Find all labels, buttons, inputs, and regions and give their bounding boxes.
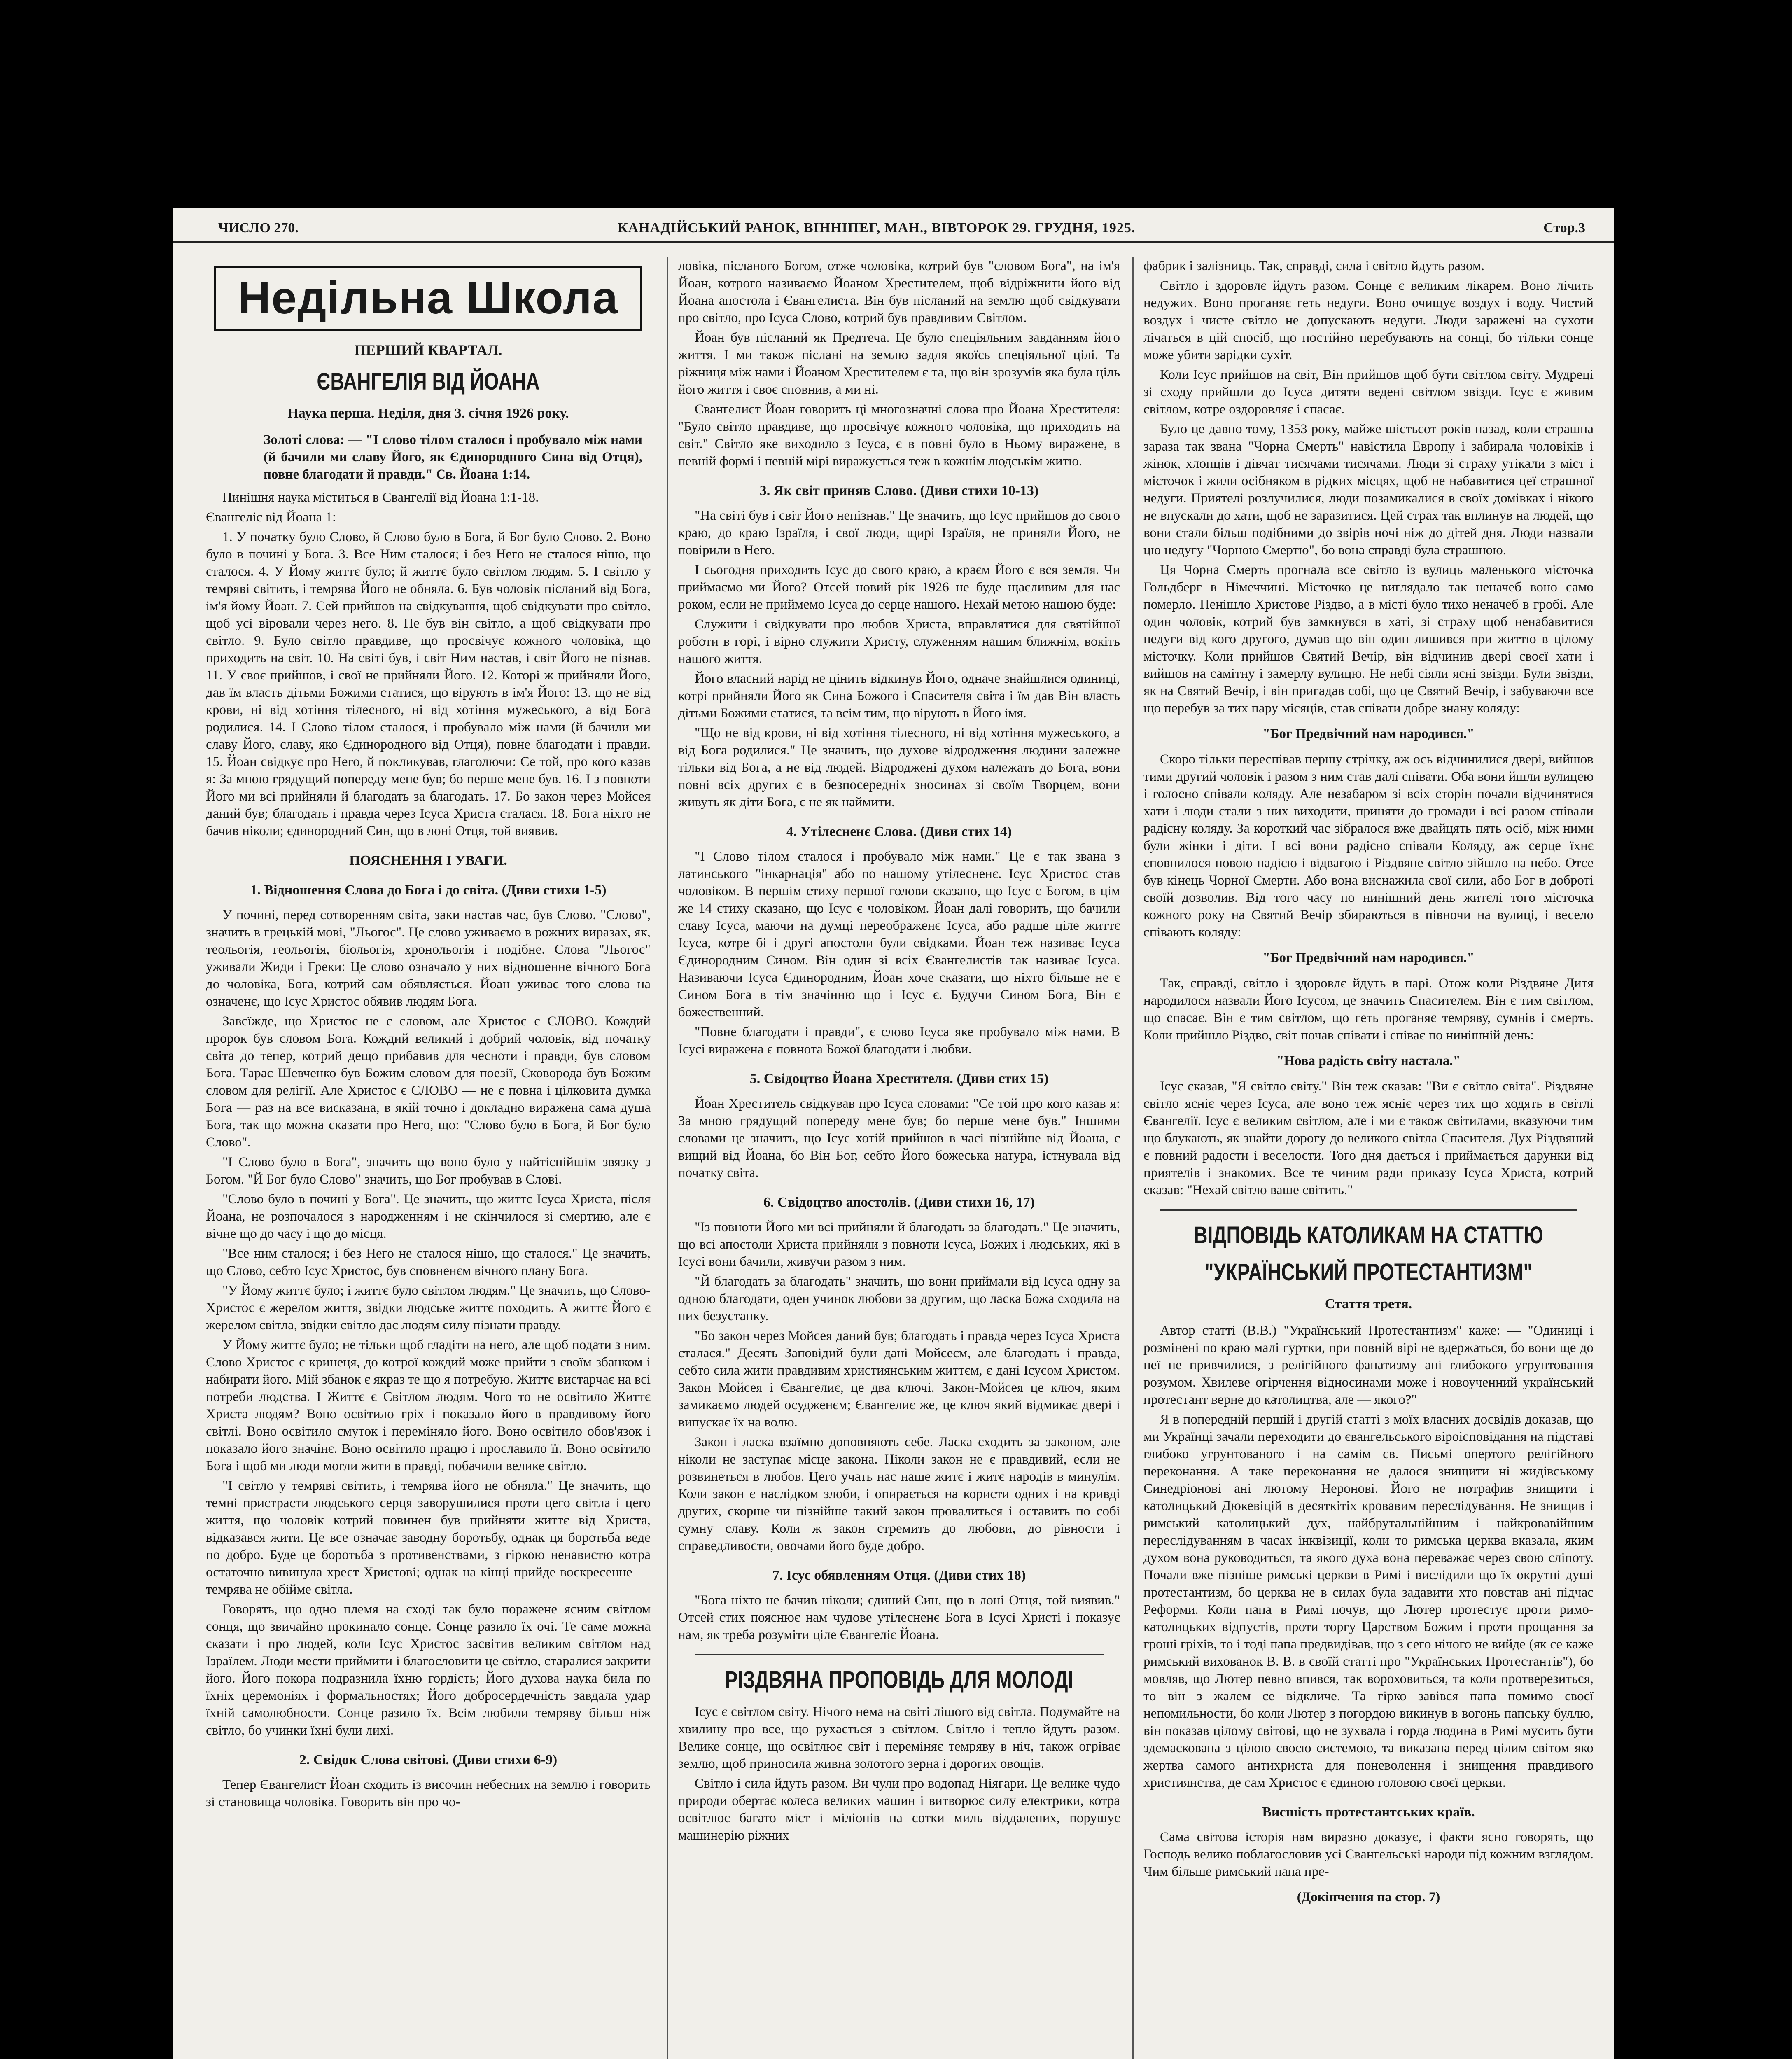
paragraph: "Із повноти Його ми всі прийняли й благодать за благодать." Це значить, що всі апостоли Христа прийняли з повноти Ісуса, Божих і людських, які в Ісусі вони бачили, живучи разом з ним. (678, 1220, 1120, 1269)
lesson-line: Наука перша. Неділя, дня 3. січня 1926 року. (287, 406, 569, 421)
gospel-heading: ЄВАНГЕЛІЯ ВІД ЙОАНА (317, 368, 540, 395)
reply-heading-1: ВІДПОВІДЬ КАТОЛИКАМ НА СТАТТЮ (1194, 1222, 1543, 1249)
paragraph: Ця Чорна Смерть прогнала все світло із вулиць маленького місточка Гольдберг в Німеччині. Місточко це виглядало так неначеб воно само померло. Пенішло Христове Різдво, а в місті було тихо неначеб в гробі. Але один чоловік, котрий був замкнувся в хаті, зі страху щоб ненабавитися недуги від кого другого, думав що він один лишився при життю в цілому місточку. Коли прийшов Святий Вечір, він відчинив двері своєї хати і вийшов на самітну і замерлу вулицю. Не небі сіяли ясні звізди. Були звізди, як на Святий Вечір, і він пригадав собі, що це Святий Вечір, і забуваючи все що перебув за тих пару місяців, став співати добре знану коляду: (1143, 563, 1594, 716)
carol-line: "Бог Предвічний нам народився." (1262, 950, 1475, 965)
paragraph: Автор статті (В.В.) "Український Протестантизм" каже: — "Одиниці і розмінені по краю малі гуртки, при повній вірі не вдержаться, бо вони ще до неї не привчилися, з релігійного фанатизму ані глибокого угрунтовання розумом. Хвилеве огірчення відносинами може і новоученний український протестант верне до католицтва, але — якого?" (1143, 1323, 1594, 1407)
newspaper-title-line: КАНАДІЙСЬКИЙ РАНОК, ВІННІПЕГ, МАН., ВІВТОРОК 29. ГРУДНЯ, 1925. (618, 220, 1136, 236)
column-3 (1132, 257, 1594, 2059)
paragraph: "Все ним сталося; і без Него не сталося нішо, що сталося." Це значить, що Слово, себто Ісус Христос, був сповненєм вічного плану Бога. (206, 1246, 651, 1278)
protestant-lands-heading: Висшість протестантських країв. (1262, 1805, 1475, 1820)
paragraph: Його власний нарід не цінить відкинув Його, одначе знайшлися одиниці, котрі прийняли Його як Сина Божого і Спасителя світа і їм дав Він власть дітьми Божими статися, та всім тим, що вірують в Його імя. (678, 671, 1120, 721)
paragraph: Євангелист Йоан говорить ці многозначні слова про Йоана Хрестителя: "Було світло правдиве, що просвічує кожного чоловіка, що приходить на світ." Світло яке виходило з Ісуса, є в повні було в Ньому виражене, в певній формі і певній мірі виражується теж в кожнім людськім житю. (678, 402, 1120, 469)
reading-intro: Євангеліє від Йоана 1: (206, 510, 336, 525)
paragraph: У Йому життє було; не тільки щоб гладіти на него, але щоб подати з ним. Слово Христос є кринеця, до котрої кождий може прийти з своїм збанком і набирати його. Мій збанок є якраз те що я потребую. Життє вистарчає на всі потреби людства. І Життє є Світлом людям. Чого то не освітило Життє Христа людям? Воно освітило гріх і показало його в правдивому його світлі. Воно освітило смуток і переміняло його. Воно освітило обов'язок і показало його значінє. Воно освітило працю і прославило її. Воно освітило Бога і щоб ми люди могли жити в правді, побачили велике світло. (206, 1338, 651, 1473)
scripture-reading: 1. У початку було Слово, й Слово було в Бога, й Бог було Слово. 2. Воно було в почині у Бога. 3. Все Ним сталося; і без Него не сталося нішо, що сталося. 4. У Йому життє було; й життє було світлом людям. 5. І світло у темряві світить, і темрява Його не обняла. 6. Був чоловік післаний від Бога, ім'я йому Йоан. 7. Сей прийшов на свідкування, щоб свідкувати про світло, щоб усі віровали через него. 8. Не був він світло, а щоб свідкувати про світло. 9. Було світло правдиве, що просвічує кожного чоловіка, що приходить на світ. 10. На світі був, і світ Ним настав, і світ Його не пізнав. 11. У своє прийшов, і свої не прийняли Його. 12. Которі ж прийняли Його, дав їм власть дітьми Божими статися, що вірують в ім'я Його: 13. що не від крови, ні від хотіння тілесного, ні від хотіння мужеського, а від Бога родилися. 14. І Слово тілом сталося, і пробувало між нами (й бачили ми славу Його, славу, яко Єдинородного від Отця), повне благодати і правди. 15. Йоан свідкує про Него, й покликував, глаголючи: Се той, про кого казав я: За мною грядущий попереду мене був; бо перше мене був. 16. І з повноти Його ми всі прийняли й благодать за благодать. 17. Бо закон через Мойсея даний був; благодать і правда через Ісуса Христа сталася. 18. Бога ніхто не бачив ніколи; єдинородний Син, що в лоні Отця, той виявив. (206, 530, 651, 838)
section-1-heading: 1. Відношення Слова до Бога і до світа. (Диви стихи 1-5) (250, 882, 607, 898)
paragraph: Я в попередній першій і другій статті з моїх власних досвідів доказав, що ми Українці зачали переходити до євангельського віроісповідання на підставі глибоко угрунтованого і на самім св. Письмі опертого релігійного переконання. А таке переконання не далося знищити ні жидівському Синедріонові ані лютому Неронові. Його не потрафив знищити і католицький Дюкевіцій в десяткітіх кровавим переслідування. Не знищив і римський католицький дух, найбрутальнійшим і найкровавійшим переслідуванням в часах інквізиції, коли то римська церква вказала, яким духом вона руководиться, та якого духа вона переважає через свою сліпоту. Почали вже пізніше римські церкви в Римі і вислідили що їх окрутні душі протестантизм, бо церква не в силах була задавити хто повстав ані підчас Реформи. Коли папа в Римі почув, що Лютер протестує проти римо-католицьких відпустів, проти торгу Царством Божим і проти прощання за гроші гріхів, то і тоді папа предвидівав, що з сего нічого не вийде (як се каже римський вихованок В. В. в своїй статті про "Українських Протестантів"), бо мовляв, що Лютер певно впився, так вороховиться, та коли протверезиться, то він з жалем се відкличе. Та гірко завівся папа помимо своєї непомильности, бо коли Лютер з погордою викинув в вогонь папську буллю, він показав цілому світові, що не зухвала і горда людина в Римі мусить бути здемаскована з цілою своєю системою, та виказана перед цілим світом яко жертва самого антихриста для поневолення і знищення правдивого християнства, де сам Христос є єдиною головою своєї церкви. (1143, 1412, 1594, 1790)
section-6-heading: 6. Свідоцтво апостолів. (Диви стихи 16, 17) (763, 1195, 1035, 1210)
paragraph: Світло і сила йдуть разом. Ви чули про водопад Ніягари. Це велике чудо природи обертає колеса великих машин і витворює силу електрики, котра освітлює багато міст і міліонів на сотки миль віддалених, порушує машинерію ріжних (678, 1776, 1120, 1843)
lesson-source: Нинішня наука міститься в Євангелії від Йоана 1:1-18. (222, 490, 539, 505)
reply-heading-2: "УКРАЇНСЬКИЙ ПРОТЕСТАНТИЗМ" (1204, 1259, 1533, 1286)
reply-subheading: Стаття третя. (1325, 1296, 1412, 1312)
paragraph: "Повне благодати і правди", є слово Ісуса яке пробувало між нами. В Ісусі виражена є повнота Божої благодати і любви. (678, 1025, 1120, 1057)
sunday-school-title: Недільна Школа (214, 266, 642, 331)
paragraph: "У Йому життє було; і життє було світлом людям." Це значить, що Слово-Христос є жерелом життя, звідки людське життє походить. А життє Його є жерелом світла, звідки світло дає людям силу пізнати правду. (206, 1283, 651, 1333)
page-number: Стор.3 (1543, 220, 1585, 236)
section-3-heading: 3. Як світ приняв Слово. (Диви стихи 10-13) (759, 483, 1039, 498)
paragraph: Йоан був післаний як Предтеча. Це було спеціяльним завданням його життя. І ми також післані на землю задля якоїсь спеціяльної цілі. Та ріжниця між нами і Йоаном Хрестителем є та, що він зрозумів яка була ціль його життя і своє сповнив, а ми ні. (678, 330, 1120, 397)
paragraph: Завсїжде, що Христос не є словом, але Христос є СЛОВО. Кождий пророк був словом Бога. Кождий великий і добрий чоловік, від початку світа до тепер, котрий дещо прибавив для чесноти і правди, був словом Бога. Тарас Шевченко був Божим словом для поезії, Сковорода був Божим словом для релігії. Але Христос є СЛОВО — не є повна і цілковита думка Бога — раз на все висказана, в якій точно і докладно виражена сама душа Бога, так що можна сказати про Него, що: "Слово було в Бога, й Бог було Слово". (206, 1014, 651, 1150)
paragraph: І сьогодня приходить Ісус до свого краю, а краєм Його є вся земля. Чи приймаємо ми Його? Отсей новий рік 1926 не буде щасливим для нас роком, если не приймемо Ісуса до серце нашого. Нехай метою нашою буде: (678, 563, 1120, 612)
paragraph: Ісус сказав, "Я світло світу." Він теж сказав: "Ви є світло світа". Різдвяне світло ясніє через Ісуса, але воно теж ясніє через тих що ходять в світлі Євангелії. Ісус є великим світлом, але і ми є також світилами, вказуючи тим що блукають, як знайти дорогу до великого світла Спасителя. Дух Різдвяний є повний радости і веселости. Того дня дається і приймається дарунки від приятелів і знакомих. Все те чиним ради приказу Ісуса Христа, котрий сказав: "Нехай світло ваше світить." (1143, 1079, 1594, 1198)
divider (695, 1654, 1104, 1655)
paragraph: Сама світова історія нам виразно доказує, і факти ясно говорять, що Господь велико поблагословив усі Євангельські народи під кожним взглядом. Чим більше римський папа пре- (1143, 1830, 1594, 1879)
paragraph: Тепер Євангелист Йоан сходить із височин небесних на землю і говорить зі становища чоловіка. Говорить він про чо- (206, 1777, 651, 1809)
paragraph: Йоан Хреститель свідкував про Ісуса словами: "Се той про кого казав я: За мною грядущий попереду мене був; бо перше мене був." Іншими словами це значить, що Ісус хотій прийшов в часі пізнійше від Йоана, є вищий від Йоана, бо Він Бог, себто Його божеська натура, істнувала від початку світа. (678, 1096, 1120, 1180)
golden-words: Золоті слова: — "І слово тілом сталося і пробувало між нами (й бачили ми славу Його, як Єдинородного Сина від Отця), повне благодати й правди." Єв. Йоана 1:14. (264, 432, 642, 482)
quarter-heading: ПЕРШИЙ КВАРТАЛ. (354, 342, 502, 358)
paragraph: Говорять, що одно племя на сході так було поражене ясним світлом сонця, що звичайно прокинало сонце. Сонце разило їх очі. Те саме можна сказати і про людей, коли Ісус Христос засвітив великим світлом над Ізраїлем. Люди мести приймити і благословити це світло, старалися закрити його. Його покора подразнила їхню гордість; Його духова наука била по їхніх церемоніях і формальностях; Його добросердечність завдала удар їхній самолюбности. Сонце разило їх. Всім любили темряву більш ніж світло, бо учинки їхні були лихі. (206, 1602, 651, 1738)
paragraph: "Слово було в почині у Бога". Це значить, що життє Ісуса Христа, після Йоана, не розпочалося з народженням і не скінчилося зі смертию, але є вічне що до часу і що до місця. (206, 1192, 651, 1241)
paragraph: Коли Ісус прийшов на світ, Він прийшов щоб бути світлом світу. Мудреці зі сходу прийшли до Ісуса дитяти ведені світлом звізди. Ісус є живим світлом, котре оздоровляє і спасає. (1143, 367, 1594, 417)
issue-number: ЧИСЛО 270. (218, 220, 299, 236)
paragraph: Так, справді, світло і здоровлє йдуть в парі. Отож коли Різдвяне Дитя народилося назвали Його Ісусом, це значить Спасителем. Він є тим світлом, що спасає. Він є тим світлом, що геть проганяє темряву, сумнів і смерть. Коли прийшло Різдво, світ почав співати і співає по нинішній день: (1143, 976, 1594, 1043)
paragraph: "І Слово було в Бога", значить що воно було у найтіснійшім звязку з Богом. "Й Бог було Слово" значить, що Бог пробував в Слові. (206, 1155, 651, 1187)
paragraph: Було це давно тому, 1353 року, майже шістьсот років назад, коли страшна зараза так звана "Чорна Смерть" навістила Европу і забирала чоловіків і жінок, хлопців і дівчат тисячами тисячами. Люди зі страху утікали з міст і місточок і жили осібняком в рідких місцях, щоб не набавитися цеї страшної недуги. Приятелі розлучилися, люди позамикалися в своїх домівках і нікого не впускали до хати, щоб не заразитися. Цей страх так вплинув на людей, що вони стали більш подібними до звірів ночі ніж до дітей дня. Люди назвали цю недугу "Чорною Смертю", бо вона справді була страшною. (1143, 422, 1594, 558)
paragraph: "На світі був і світ Його непізнав." Це значить, що Ісус прийшов до свого краю, до краю Ізраїля, і свої люди, щирі Ізраїля, не приняли Його, не повірили в Него. (678, 508, 1120, 558)
section-4-heading: 4. Утілесненє Слова. (Диви стих 14) (786, 824, 1012, 839)
section-5-heading: 5. Свідоцтво Йоана Хрестителя. (Диви стих 15) (749, 1071, 1049, 1086)
paragraph: "Й благодать за благодать" значить, що вони приймали від Ісуса одну за одною благодати, оден учинок любови за другим, що ласка Божа сходила на них безустанку. (678, 1274, 1120, 1324)
paragraph: Скоро тільки переспівав першу стрічку, аж ось відчинилися двері, вийшов тими другий чоловік і разом з ним став далі співати. Оба вони йшли вулицею і голосно співали коляду. Але незабаром зі всіх сторін почали відчинятися хати і люди стали з них виходити, приняти до громади і всі разом співали радісну коляду. За короткий час зібралося вже двайцять пять осіб, між ними були жінки і діти. І всі вони радісно співали Коляду, аж серце їхнє сповнилося новою надією і відвагою і Різдвяне світло зійшло на небо. Отсе був кінець Чорної Смерти. Або вона виснажила свої сили, або Бог в доброті своїй дозволив. Від того часу по нинішний день житєлі того місточка кожного року на Святий Вечір збираються в півночи на вулиці, і весело співають коляду: (1143, 752, 1594, 940)
paragraph: "І Слово тілом сталося і пробувало між нами." Це є так звана з латинського "інкарнація" або по нашому утілесненє. Ісус Христос став чоловіком. В першім стиху першої голови сказано, що Ісус є Богом, в цім же 14 стиху сказано, що Ісус є чоловіком. Йоан далі говорить, що бачили славу Ісуса, маючи на думці переображенє Ісуса, або радше ціле життє Ісуса, котре бі і другі апостоли були свідками. Йоан теж називає Ісуса Єдинородним Сином. Він один зі всіх Євангелистів так називає Ісуса. Називаючи Ісуса Єдинородним, Йоан хоче сказати, що ніхто більше не є Сином Бога в тім значінню що і Ісус є. Будучи Сином Бога, Він є божественний. (678, 849, 1120, 1020)
paragraph: Закон і ласка взаїмно доповняють себе. Ласка сходить за законом, але ніколи не заступає місце закона. Ніколи закон не є правдивий, если не розвинеться в любов. Цего учать нас наше житє і житє народів в минулім. Коли закон є наслідком злоби, і опирається на користи одних і на кривді других, скорше чи пізнійше такий закон провалиться і оставить по собі сумну славу. Коли ж закон стремить до любови, до рівности і справедливости, овочами його буде добро. (678, 1435, 1120, 1553)
column-1 (206, 257, 651, 2059)
section-2-heading: 2. Свідок Слова світові. (Диви стихи 6-9) (299, 1752, 558, 1767)
paragraph: "Що не від крови, ні від хотіння тілесного, ні від хотіння мужеського, а від Бога родилися." Це значить, що духове відродження людини залежне тільки від Бога, а не від людей. Відроджені духом належать до Бога, вони повні всіх других є в безпосередніх зносинах зі своїм Творцем, вони живуть як діти Бога, є не як наймити. (678, 726, 1120, 810)
section-7-heading: 7. Ісус обявленням Отця. (Диви стих 18) (772, 1568, 1026, 1583)
paragraph: "Бо закон через Мойсея даний був; благодать і правда через Ісуса Христа сталася." Десять Заповідий були дані Мойсеєм, але благодать і правда, себто сила жити правдивим християнським життєм, є дані Ісусом Христом. Закон Мойсея і Євангелиє, це два ключі. Закон-Мойсея це ключ, яким замикаємо людей осудженєм; Євангелиє же, це ключ який відмикає двері і випускає їх на волю. (678, 1328, 1120, 1430)
masthead (173, 216, 1614, 243)
paragraph: Світло і здоровлє йдуть разом. Сонце є великим лікарем. Воно лічить недужих. Воно проганяє геть недуги. Воно очищує воздух і воду. Чистий воздух і чисте світло не допускають недуги. Люди заражені на сухоти лічаться в цій спосіб, що постійно перебувають на сонці, бо тільки сонце може убити зарідки сухіт. (1143, 278, 1594, 362)
paragraph: Служити і свідкувати про любов Христа, вправлятися для святійшої роботи в горі, і вірно служити Христу, служенням нашим ближнім, вокіть нашого життя. (678, 617, 1120, 666)
continued-note: (Докінчення на стор. 7) (1297, 1890, 1440, 1905)
paragraph: "Бога ніхто не бачив ніколи; єдиний Син, що в лоні Отця, той виявив." Отсей стих пояснює нам чудове утілесненє Бога в Ісусі Христі і показує нам, як треба розуміти ціле Євангеліє Йоана. (678, 1593, 1120, 1642)
column-2 (667, 257, 1120, 2059)
paragraph: У почині, перед сотворенням світа, заки настав час, був Слово. "Слово", значить в грецькій мові, "Льогос". Це слово уживаємо в рожних виразах, як, теольогія, геольогія, біольогія, хронольогія і подібне. Слова "Льогос" уживали Жиди і Греки: Це слово означало у них відношенне вічного Бога до чоловіка, Бога, котрий сам обявляється. Йоан уживає того слова на означенє, що Ісус Христос обявив людям Бога. (206, 908, 651, 1009)
notes-heading: ПОЯСНЕННЯ І УВАГИ. (349, 853, 507, 868)
paragraph: Ісус є світлом світу. Нічого нема на світі лішого від світла. Подумайте на хвилину про все, що рухається з світлом. Світло і тепло йдуть разом. Велике сонце, що освітлює світ і переміняє темряву в ніч, також огріває землю, щоб приносила живна золотого зерна і дорогих овощів. (678, 1704, 1120, 1771)
paragraph: ловіка, післаного Богом, отже чоловіка, котрий був "словом Бога", на ім'я Йоан, котрого називаємо Йоаном Хрестителем, щоб відріжнити його від Йоана апостола і Євангелиста. Він був післаний на землю щоб свідкувати про світло, про Ісуса Слово, котрий був правдивим Світлом. (678, 259, 1120, 325)
paragraph: "І світло у темряві світить, і темрява його не обняла." Це значить, що темні пристрасти людського серця заворушилися проти цего світла і цего життя, що чоловік котрий повинен був прийняти життє від Христа, відказався жити. Це все означає заводну боротьбу, однак ця боротьба веде по добро. Буде це боротьба з противенствами, з гіркою ненавистю котра остаточно вивинула хрест Христові; однак на кінці прийде воскресенне — темрява не обійме світла. (206, 1478, 651, 1597)
carol-line: "Бог Предвічний нам народився." (1262, 726, 1475, 741)
newspaper-page (173, 208, 1614, 2059)
sermon-heading: РІЗДВЯНА ПРОПОВІДЬ ДЛЯ МОЛОДІ (725, 1667, 1073, 1693)
divider (1160, 1209, 1577, 1211)
carol-line: "Нова радість світу настала." (1276, 1053, 1461, 1068)
paragraph: фабрик і залізниць. Так, справді, сила і світло йдуть разом. (1143, 259, 1485, 273)
